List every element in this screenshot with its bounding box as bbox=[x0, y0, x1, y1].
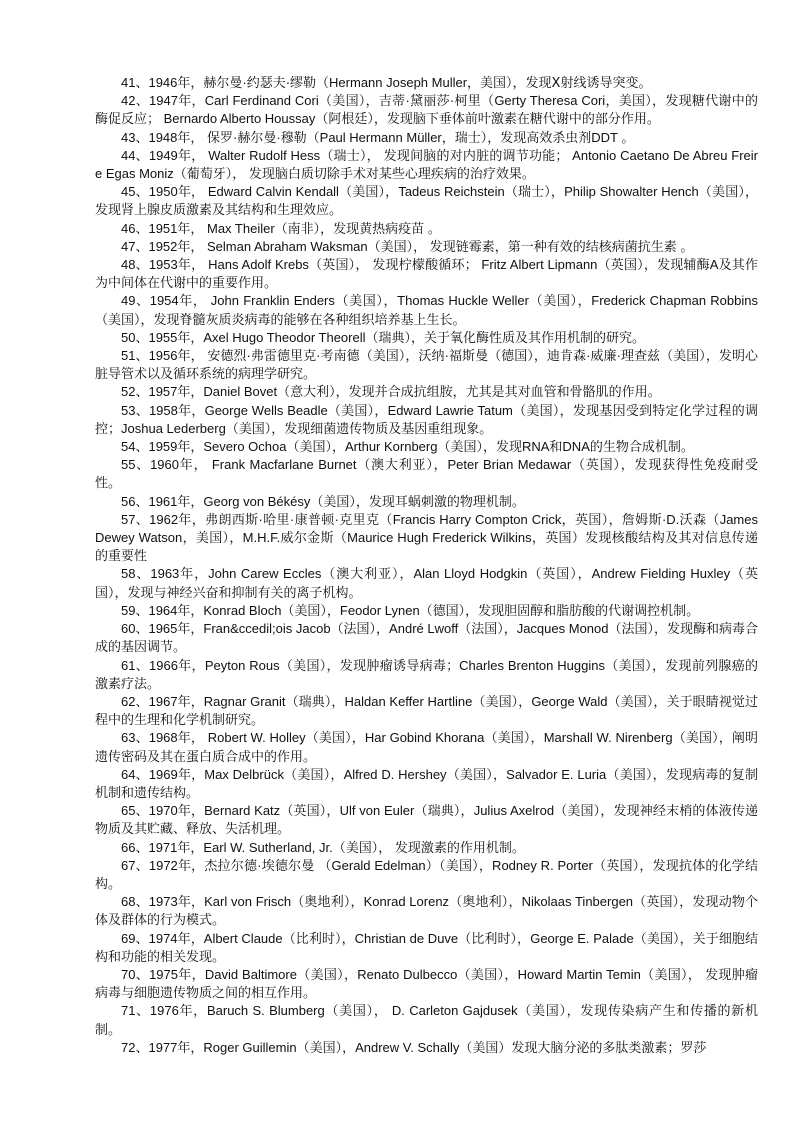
entry-66: 66、1971年，Earl W. Sutherland, Jr.（美国）， 发现激素的作用机制。 bbox=[121, 839, 525, 855]
entry-48: 48、1953年， Hans Adolf Krebs（英国）， 发现柠檬酸循环； Fritz Albert Lipmann（英国），发现辅酶A及其作为中间体在代谢中的重要作用。 bbox=[95, 257, 758, 291]
entry-50: 50、1955年，Axel Hugo Theodor Theorell（瑞典），关于氧化酶性质及其作用机制的研究。 bbox=[121, 329, 645, 345]
entry-54: 54、1959年，Severo Ochoa（美国），Arthur Kornberg（美国），发现RNA和DNA的生物合成机制。 bbox=[121, 439, 694, 455]
entry-71: 71、1976年，Baruch S. Blumberg（美国）， D. Carleton Gajdusek（美国），发现传染病产生和传播的新机制。 bbox=[95, 1003, 758, 1037]
entry-69: 69、1974年，Albert Claude（比利时），Christian de Duve（比利时），George E. Palade（美国），关于细胞结构和功能的相关发现。 bbox=[95, 930, 758, 964]
entry-60: 60、1965年，Fran&ccedil;ois Jacob（法国），André Lwoff（法国），Jacques Monod（法国），发现酶和病毒合成的基因调节。 bbox=[95, 621, 758, 655]
entry-43: 43、1948年， 保罗·赫尔曼·穆勒（Paul Hermann Müller，瑞士），发现高效杀虫剂DDT 。 bbox=[121, 129, 635, 145]
entry-42: 42、1947年，Carl Ferdinand Cori（美国），吉蒂·黛丽莎·柯里（Gerty Theresa Cori，美国），发现糖代谢中的酶促反应； Bernardo Alberto Houssay（阿根廷），发现脑下垂体前叶激素在糖代谢中的部分作用。 bbox=[95, 93, 758, 127]
entry-49: 49、1954年， John Franklin Enders（美国），Thomas Huckle Weller（美国），Frederick Chapman Robbins（美国），发现脊髓灰质炎病毒的能够在各种组织培养基上生长。 bbox=[95, 293, 758, 327]
entry-51: 51、1956年， 安德烈·弗雷德里克·考南德（美国），沃纳·福斯曼（德国），迪肯森·威廉·理查兹（美国），发明心脏导管术以及循环系统的病理学研究。 bbox=[95, 348, 758, 382]
entry-56: 56、1961年，Georg von Békésy（美国），发现耳蜗刺激的物理机制。 bbox=[121, 493, 525, 509]
entry-47: 47、1952年， Selman Abraham Waksman（美国）， 发现链霉素，第一种有效的结核病菌抗生素 。 bbox=[121, 238, 694, 254]
entry-41: 41、1946年，赫尔曼·约瑟夫·缪勒（Hermann Joseph Muller，美国），发现Ⅹ射线诱导突变。 bbox=[121, 75, 652, 90]
entry-67: 67、1972年，杰拉尔德·埃德尔曼 （Gerald Edelman）（美国），Rodney R. Porter（英国），发现抗体的化学结构。 bbox=[95, 857, 758, 891]
entry-63: 63、1968年， Robert W. Holley（美国），Har Gobind Khorana（美国），Marshall W. Nirenberg（美国），阐明遗传密码及其在蛋白质合成中的作用。 bbox=[95, 730, 758, 764]
document-page bbox=[95, 74, 758, 1057]
entry-64: 64、1969年，Max Delbrück（美国），Alfred D. Hershey（美国），Salvador E. Luria（美国），发现病毒的复制机制和遗传结构。 bbox=[95, 766, 758, 800]
entry-44: 44、1949年， Walter Rudolf Hess（瑞士）， 发现间脑的对内脏的调节功能； Antonio Caetano De Abreu Freire Egas Moniz（葡萄牙）， 发现脑白质切除手术对某些心理疾病的治疗效果。 bbox=[95, 147, 758, 182]
entry-61: 61、1966年，Peyton Rous（美国），发现肿瘤诱导病毒；Charles Brenton Huggins（美国），发现前列腺癌的激素疗法。 bbox=[95, 657, 758, 691]
entry-70: 70、1975年，David Baltimore（美国），Renato Dulbecco（美国），Howard Martin Temin（美国）， 发现肿瘤病毒与细胞遗传物质之间的相互作用。 bbox=[95, 966, 758, 1001]
entry-55: 55、1960年， Frank Macfarlane Burnet（澳大利亚），Peter Brian Medawar（英国），发现获得性免疫耐受性。 bbox=[95, 457, 758, 491]
entry-45: 45、1950年， Edward Calvin Kendall（美国），Tadeus Reichstein（瑞士），Philip Showalter Hench（美国），发现肾上腺皮质激素及其结构和生理效应。 bbox=[95, 184, 758, 218]
entry-46: 46、1951年， Max Theiler（南非），发现黄热病疫苗 。 bbox=[121, 220, 441, 236]
entry-62: 62、1967年，Ragnar Granit（瑞典），Haldan Keffer Hartline（美国），George Wald（美国），关于眼睛视觉过程中的生理和化学机制研究。 bbox=[95, 693, 758, 728]
entry-68: 68、1973年，Karl von Frisch（奥地利），Konrad Lorenz（奥地利），Nikolaas Tinbergen（英国），发现动物个体及群体的行为模式。 bbox=[95, 894, 758, 928]
entry-52: 52、1957年，Daniel Bovet（意大利），发现并合成抗组胺，尤其是其对血管和骨骼肌的作用。 bbox=[121, 384, 661, 400]
entry-53: 53、1958年，George Wells Beadle（美国），Edward Lawrie Tatum（美国），发现基因受到特定化学过程的调控；Joshua Lederberg（美国），发现细菌遗传物质及基因重组现象。 bbox=[95, 402, 758, 436]
entry-58: 58、1963年，John Carew Eccles（澳大利亚），Alan Lloyd Hodgkin（英国），Andrew Fielding Huxley（英国），发现与神经兴奋和抑制有关的离子机构。 bbox=[95, 566, 758, 600]
entry-72: 72、1977年，Roger Guillemin（美国），Andrew V. Schally（美国）发现大脑分泌的多肽类激素；罗莎 bbox=[121, 1039, 707, 1055]
entry-59: 59、1964年，Konrad Bloch（美国），Feodor Lynen（德国），发现胆固醇和脂肪酸的代谢调控机制。 bbox=[121, 602, 700, 618]
entry-65: 65、1970年，Bernard Katz（英国），Ulf von Euler（瑞典），Julius Axelrod（美国），发现神经末梢的体液传递物质及其贮藏、释放、失活机理。 bbox=[95, 803, 758, 837]
entry-57: 57、1962年，弗朗西斯·哈里·康普顿·克里克（Francis Harry Compton Crick，英国），詹姆斯·D.沃森（James Dewey Watson，美国），M.H.F.威尔金斯（Maurice Hugh Frederick Wilkins，英国）发现核酸结构及其对信息传递的重要性 bbox=[95, 511, 758, 564]
